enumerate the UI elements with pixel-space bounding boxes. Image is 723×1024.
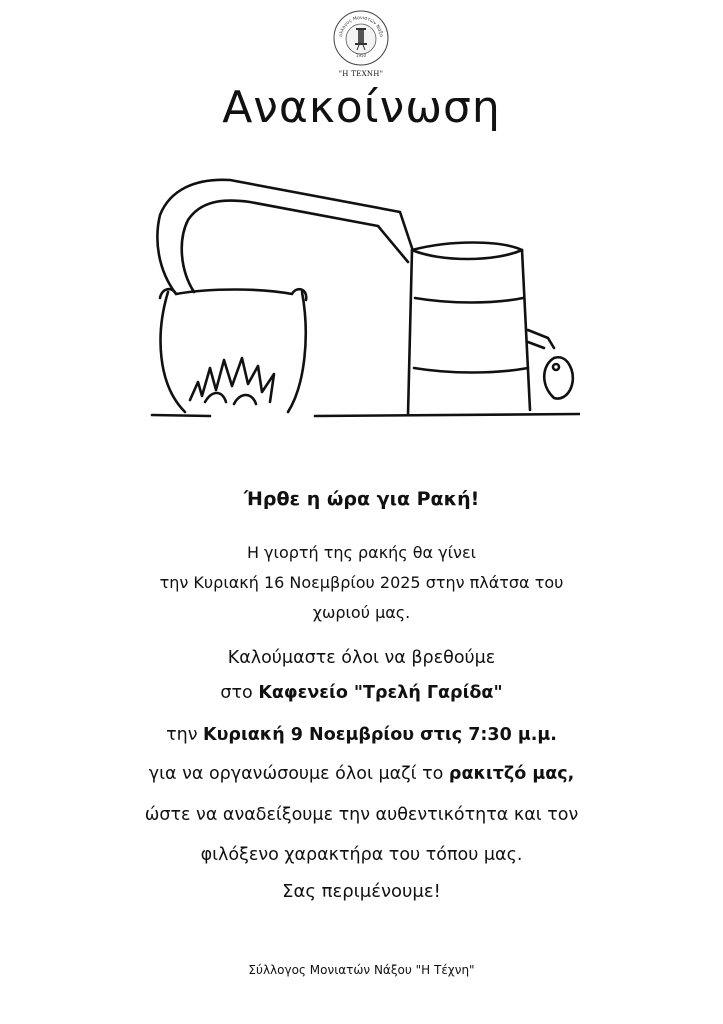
intro-line-1: Η γιορτή της ρακής θα γίνει	[246, 543, 477, 562]
invite-line-6: φιλόξενο χαρακτήρα του τόπου μας.	[200, 845, 523, 865]
association-logo	[333, 10, 389, 66]
headline: Ήρθε η ώρα για Ρακή!	[243, 488, 480, 510]
invite-line-1: Καλούμαστε όλοι να βρεθούμε	[227, 648, 496, 668]
invite-line-3-prefix: την	[166, 725, 204, 745]
venue-name: Καφενείο "Τρελή Γαρίδα"	[258, 683, 503, 703]
logo-ring-text: ύλλογος Μονιατών Νάξο	[339, 15, 384, 38]
page-title: Ανακοίνωση	[222, 82, 501, 133]
invite-line-4-prefix: για να οργανώσουμε όλοι μαζί το	[148, 764, 449, 784]
invite-line-4	[0, 764, 723, 784]
invite-line-2	[0, 683, 723, 703]
meeting-date: Κυριακή 9 Νοεμβρίου στις 7:30 μ.μ.	[203, 725, 557, 745]
footer-signature: Σύλλογος Μονιατών Νάξου "Η Τέχνη"	[248, 963, 475, 977]
invite-line-2-prefix: στο	[220, 683, 259, 703]
logo-year: 1950	[355, 53, 367, 58]
rakitzo-highlight: ρακιτζό μας,	[448, 764, 575, 784]
invite-line-3	[0, 725, 723, 745]
still-icon	[150, 170, 580, 425]
logo-caption: "Η ΤΕΧΝΗ"	[338, 70, 384, 78]
invite-line-7: Σας περιμένουμε!	[282, 881, 441, 902]
invite-line-5: ώστε να αναδείξουμε την αυθεντικότητα και τον	[144, 805, 579, 825]
intro-line-2: την Κυριακή 16 Νοεμβρίου 2025 στην πλάτσα του	[159, 573, 564, 592]
intro-line-3: χωριού μας.	[312, 603, 411, 622]
